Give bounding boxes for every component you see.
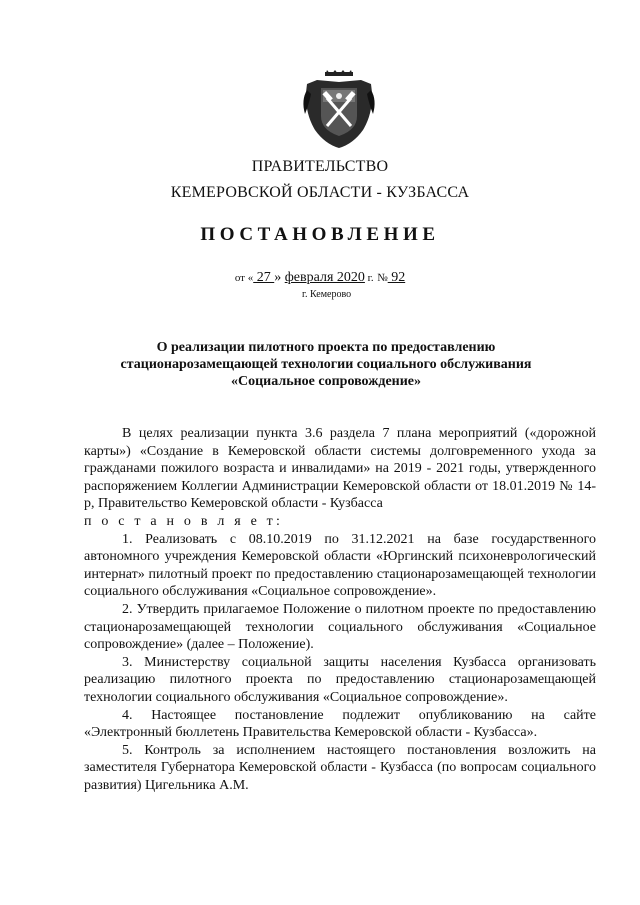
date-prefix: от «: [234, 272, 254, 284]
date-middle: »: [274, 270, 285, 285]
number-prefix: №: [377, 272, 388, 284]
date-day: 27: [253, 270, 275, 285]
resolves-phrase: п о с т а н о в л я е т:: [84, 513, 284, 529]
date-number-line: [0, 270, 640, 286]
body-item-3: 3. Министерству социальной защиты населения Кузбасса организовать реализацию пилотного проекта по предоставлению стационарозамещающей технологии социального обслуживания «Социальное сопровождение».: [84, 654, 596, 705]
date-year-suffix: г.: [364, 272, 374, 284]
subject-line: стационарозамещающей технологии социального обслуживания: [120, 357, 532, 372]
subject-line: «Социальное сопровождение»: [230, 374, 422, 389]
document-number: 92: [387, 270, 406, 285]
body-item-2: 2. Утвердить прилагаемое Положение о пилотном проекте по предоставлению стационарозамещающей технологии социального обслуживания «Социальное сопровождение» (далее – Положение).: [84, 601, 596, 653]
body-item-5: 5. Контроль за исполнением настоящего постановления возложить на заместителя Губернатора Кемеровской области - Кузбасса (по вопросам социального развития) Цигельника А.М.: [84, 742, 596, 793]
body-item-4: 4. Настоящее постановление подлежит опубликованию на сайте «Электронный бюллетень Правительства Кемеровской области - Кузбасса».: [84, 707, 596, 741]
document-subject: [100, 339, 552, 390]
document-body: [84, 425, 596, 794]
city-label: г. Кемерово: [302, 289, 352, 300]
subject-line: О реализации пилотного проекта по предоставлению: [156, 340, 496, 355]
date-month-year: февраля 2020: [284, 270, 365, 285]
government-title-line1: ПРАВИТЕЛЬСТВО: [251, 158, 389, 175]
government-title-line2: КЕМЕРОВСКОЙ ОБЛАСТИ - КУЗБАССА: [170, 184, 470, 201]
body-item-1: 1. Реализовать с 08.10.2019 по 31.12.2021 на базе государственного автономного учреждения Кемеровской области «Юргинский психоневрологический интернат» пилотный проект по предоставлению стационарозамещающей технологии социального обслуживания «Социальное сопровождение».: [84, 531, 596, 600]
coat-of-arms-icon: [301, 70, 377, 150]
preamble-paragraph: В целях реализации пункта 3.6 раздела 7 плана мероприятий («дорожной карты») «Создание в Кемеровской области системы долговременного ухода за гражданами пожилого возраста и инвалидами» на 2019 - 2021 годы, утвержденного распоряжением Коллегии Администрации Кемеровской области от 18.01.2019 № 14-р, Правительство Кемеровской области - Кузбасса: [84, 426, 596, 512]
document-type-title: ПОСТАНОВЛЕНИЕ: [200, 224, 440, 245]
